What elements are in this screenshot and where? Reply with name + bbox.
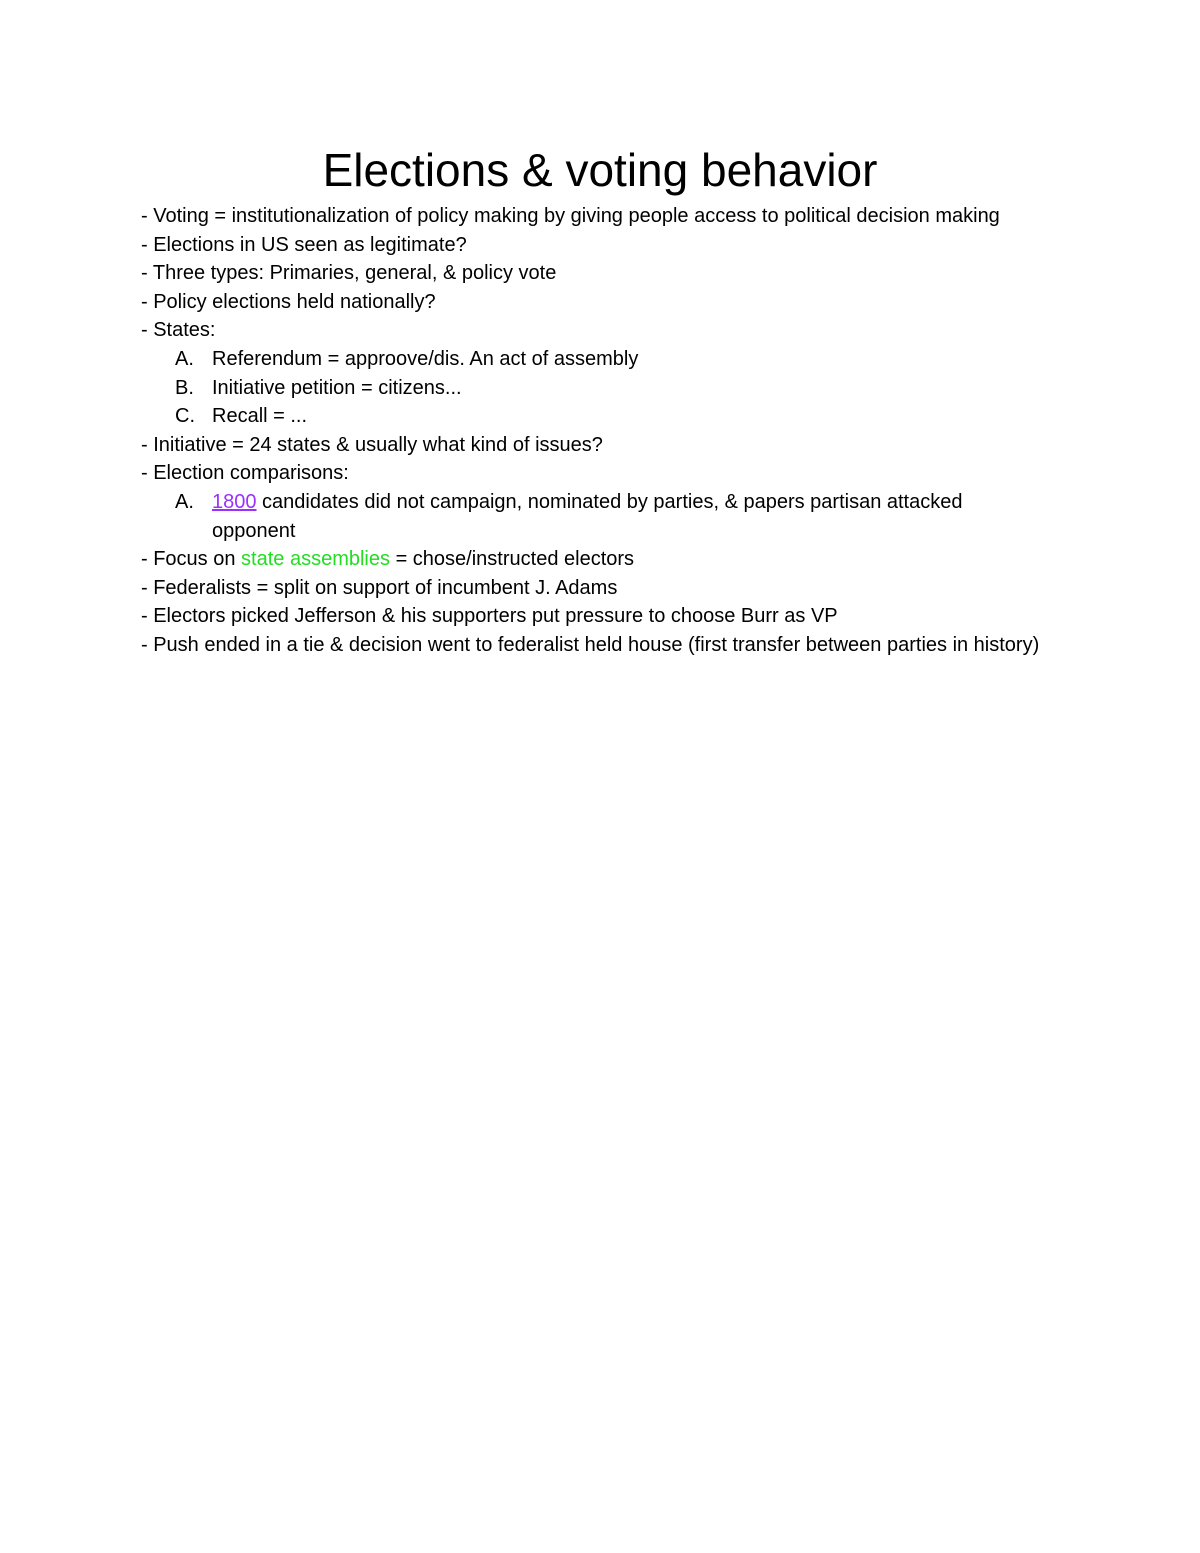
- note-line: - Federalists = split on support of incumbent J. Adams: [141, 576, 618, 599]
- list-marker: C.: [175, 405, 195, 428]
- note-line: - Electors picked Jefferson & his supporters put pressure to choose Burr as VP: [141, 605, 838, 628]
- list-item-text: [212, 488, 1046, 545]
- note-line: - Policy elections held nationally?: [141, 290, 436, 313]
- note-line: - Push ended in a tie & decision went to federalist held house (first transfer between parties in history): [141, 633, 1040, 656]
- list-item: [141, 345, 1046, 374]
- list-item: [141, 374, 1046, 403]
- document-title: Elections & voting behavior: [322, 144, 878, 196]
- note-line: - Voting = institutionalization of policy making by giving people access to political decision making: [141, 205, 1000, 227]
- note-line: - Three types: Primaries, general, & policy vote: [141, 262, 557, 285]
- list-item-text: Referendum = approove/dis. An act of assembly: [212, 347, 639, 370]
- year-1800-link[interactable]: 1800: [212, 490, 257, 513]
- note-line-prefix: - Focus on: [141, 548, 242, 571]
- list-item-text: Initiative petition = citizens...: [212, 376, 462, 399]
- list-item-text-rest: candidates did not campaign, nominated by parties, & papers partisan attacked opponent: [212, 490, 963, 542]
- highlighted-text: state assemblies: [241, 548, 391, 571]
- list-marker: B.: [175, 376, 194, 399]
- note-line: - Election comparisons:: [141, 462, 349, 485]
- list-marker: A.: [175, 347, 194, 370]
- list-item: [141, 488, 1046, 545]
- note-line: - States:: [141, 319, 216, 342]
- note-line: - Initiative = 24 states & usually what kind of issues?: [141, 433, 603, 456]
- list-item: [141, 402, 1046, 431]
- list-item-text: Recall = ...: [212, 405, 308, 428]
- document-body: [141, 202, 1046, 660]
- note-line: - Elections in US seen as legitimate?: [141, 233, 467, 256]
- note-line-suffix: = chose/instructed electors: [390, 548, 635, 571]
- note-line: [141, 545, 1046, 574]
- list-marker: A.: [175, 490, 194, 513]
